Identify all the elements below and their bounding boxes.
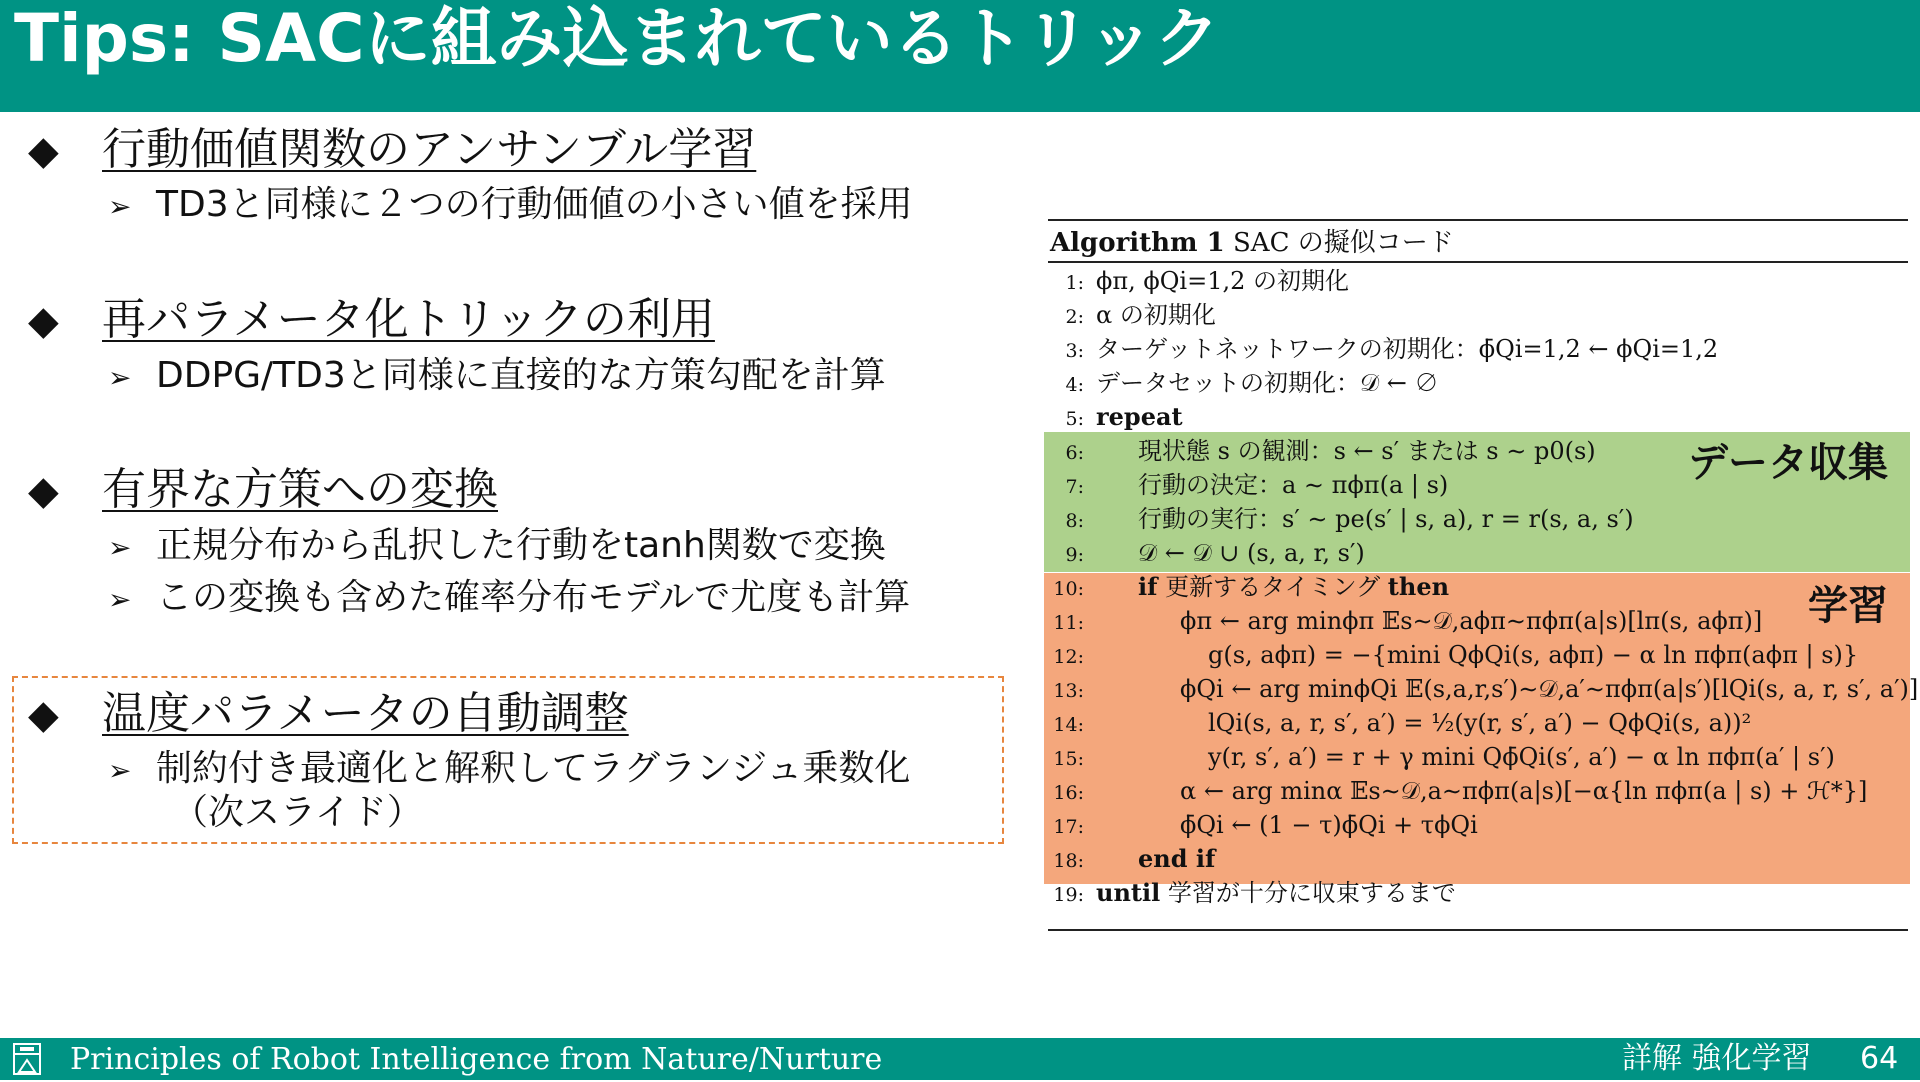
section-item (108, 353, 886, 401)
section-item (108, 746, 910, 794)
algo-line: 10: if 更新するタイミング then (1053, 572, 1450, 601)
rule-mid (1048, 261, 1908, 263)
algo-line: 15: y(r, s′, a′) = r + γ mini Qϕ̄Qi(s′, a′) − α ln πϕπ(a′ | s′) (1053, 743, 1835, 771)
section-heading (28, 462, 498, 519)
algorithm-title (1050, 225, 1454, 261)
algo-line: 17: ϕ̄Qi ← (1 − τ)ϕ̄Qi + τϕQi (1053, 811, 1478, 839)
slide-header (0, 0, 1920, 112)
arrow-bullet-icon: ➢ (108, 190, 132, 223)
algo-line: 9: 𝒟 ← 𝒟 ∪ (s, a, r, s′) (1065, 539, 1365, 567)
algorithm-box (1048, 219, 1919, 931)
arrow-bullet-icon: ➢ (108, 583, 132, 616)
section-item (108, 575, 910, 623)
algo-line: 18: end if (1053, 844, 1216, 873)
lab-logo-icon (12, 1042, 42, 1076)
band-label-collect: データ収集 (1688, 440, 1888, 486)
arrow-bullet-icon: ➢ (108, 361, 132, 394)
content-left (0, 112, 1020, 1012)
section-heading (28, 686, 629, 743)
section-item-text: TD3と同様に２つの行動価値の小さい値を採用 (156, 184, 913, 225)
algo-line: 12: g(s, aϕπ) = −{mini QϕQi(s, aϕπ) − α ln πϕπ(aϕπ | s)} (1053, 641, 1859, 669)
arrow-bullet-icon: ➢ (108, 754, 132, 787)
section-heading-text: 温度パラメータの自動調整 (102, 688, 629, 739)
section-item-text: この変換も含めた確率分布モデルで尤度も計算 (156, 577, 911, 618)
section-item-text: DDPG/TD3と同様に直接的な方策勾配を計算 (156, 355, 886, 396)
algo-line: 2: α の初期化 (1065, 301, 1216, 329)
algorithm-label: Algorithm 1 (1050, 228, 1225, 258)
arrow-bullet-icon: ➢ (108, 531, 132, 564)
algorithm-caption: SAC の擬似コード (1232, 228, 1454, 258)
algo-line: 11: ϕπ ← arg minϕπ 𝔼s∼𝒟,aϕπ∼πϕπ(a|s)[lπ(s, aϕπ)] (1053, 607, 1763, 635)
slide-footer (0, 1038, 1920, 1080)
algo-line: 16: α ← arg minα 𝔼s∼𝒟,a∼πϕπ(a|s)[−α{ln πϕπ(a | s) + ℋ*}] (1053, 777, 1868, 805)
diamond-bullet-icon: ◆ (28, 468, 59, 514)
algo-line: 3: ターゲットネットワークの初期化：ϕ̄Qi=1,2 ← ϕQi=1,2 (1065, 335, 1719, 363)
algo-line: 1: ϕπ, ϕQi=1,2 の初期化 (1065, 267, 1350, 295)
algo-line: 4: データセットの初期化：𝒟 ← ∅ (1065, 369, 1439, 397)
diamond-bullet-icon: ◆ (28, 128, 59, 174)
page-number: 64 (1860, 1041, 1899, 1076)
slide-title: Tips: SACに組み込まれているトリック (14, 0, 1220, 77)
rule-bottom (1048, 929, 1908, 931)
footer-course: 詳解 強化学習 (1622, 1041, 1812, 1076)
section-heading (28, 122, 756, 179)
section-heading-text: 行動価値関数のアンサンブル学習 (102, 124, 757, 175)
footer-brand: Principles of Robot Intelligence from Nature/Nurture (70, 1042, 883, 1077)
section-heading (28, 292, 715, 349)
section-item-text: 制約付き最適化と解釈してラグランジュ乗数化 (156, 748, 911, 789)
section-item (108, 182, 913, 230)
rule-top (1048, 219, 1908, 221)
algo-line: 5: repeat (1065, 402, 1183, 431)
section-item-text: 正規分布から乱択した行動をtanh関数で変換 (156, 525, 886, 566)
band-label-learn: 学習 (1808, 583, 1888, 629)
section-item-continuation: （次スライド） (172, 792, 423, 833)
algo-line: 13: ϕQi ← arg minϕQi 𝔼(s,a,r,s′)∼𝒟,a′∼πϕπ(a|s′)[lQi(s, a, r, s′, a′)] (1053, 675, 1919, 703)
algo-line: 19: until 学習が十分に収束するまで (1053, 878, 1456, 907)
algo-line: 8: 行動の実行：s′ ∼ pe(s′ | s, a), r = r(s, a, s′) (1065, 505, 1634, 533)
algo-line: 7: 行動の決定：a ∼ πϕπ(a | s) (1065, 471, 1449, 499)
diamond-bullet-icon: ◆ (28, 298, 59, 344)
section-heading-text: 有界な方策への変換 (102, 464, 498, 515)
algo-line: 14: lQi(s, a, r, s′, a′) = ½(y(r, s′, a′) − QϕQi(s, a))² (1053, 709, 1752, 737)
algo-line: 6: 現状態 s の観測：s ← s′ または s ∼ p0(s) (1065, 437, 1596, 465)
section-heading-text: 再パラメータ化トリックの利用 (102, 294, 715, 345)
section-item (108, 523, 886, 571)
diamond-bullet-icon: ◆ (28, 692, 59, 738)
